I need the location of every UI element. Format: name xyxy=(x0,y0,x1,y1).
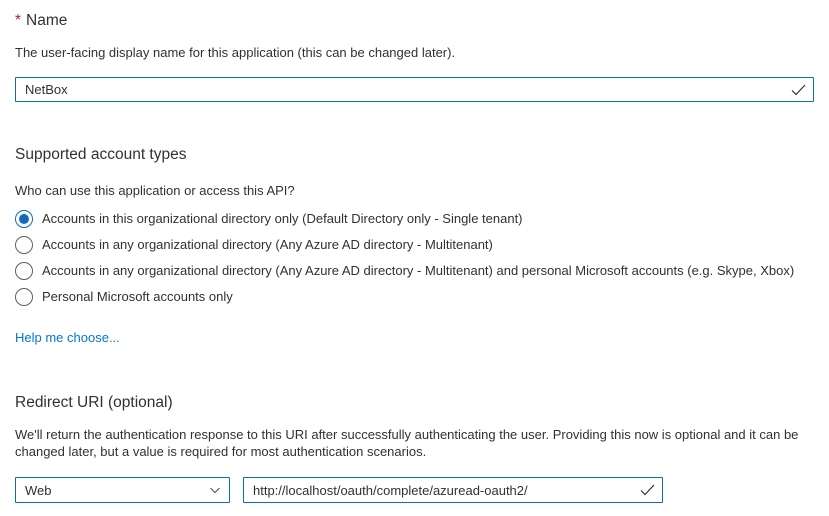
radio-button-icon[interactable] xyxy=(15,210,33,228)
chevron-down-icon xyxy=(209,484,221,496)
redirect-uri-section xyxy=(15,394,814,503)
supported-account-types-title: Supported account types xyxy=(15,146,187,163)
radio-option-label: Accounts in any organizational directory (Any Azure AD directory - Multitenant) xyxy=(42,237,493,252)
name-input-container xyxy=(15,77,814,102)
radio-option-multitenant[interactable] xyxy=(15,236,814,254)
name-label-text: Name xyxy=(26,12,68,29)
redirect-uri-input[interactable] xyxy=(243,477,663,503)
supported-account-types-section xyxy=(15,146,814,347)
name-description: The user-facing display name for this application (this can be changed later). xyxy=(15,45,456,60)
help-me-choose-link[interactable]: Help me choose... xyxy=(15,330,120,345)
redirect-uri-title: Redirect URI (optional) xyxy=(15,394,173,411)
name-input[interactable] xyxy=(15,77,814,102)
redirect-uri-row xyxy=(15,477,814,503)
platform-selected-value: Web xyxy=(25,482,52,498)
name-section xyxy=(15,12,814,102)
required-asterisk: * xyxy=(15,12,22,29)
name-label xyxy=(15,12,814,30)
radio-option-single-tenant[interactable] xyxy=(15,210,814,228)
radio-option-personal-only[interactable] xyxy=(15,288,814,306)
radio-button-icon[interactable] xyxy=(15,236,33,254)
redirect-uri-description: We'll return the authentication response to this URI after successfully authenticating the user. Providing this now is optional and it can be changed later, but a value is required for most authentication scenarios. xyxy=(15,427,799,459)
radio-option-label: Accounts in this organizational directory only (Default Directory only - Single tenant) xyxy=(42,211,523,226)
platform-select-dropdown[interactable] xyxy=(15,477,230,503)
account-types-radio-group xyxy=(15,210,814,306)
account-types-question: Who can use this application or access this API? xyxy=(15,183,295,198)
redirect-uri-input-container xyxy=(243,477,663,503)
radio-option-label: Accounts in any organizational directory (Any Azure AD directory - Multitenant) and personal Microsoft accounts (e.g. Skype, Xbox) xyxy=(42,263,795,278)
radio-button-icon[interactable] xyxy=(15,262,33,280)
radio-option-multitenant-personal[interactable] xyxy=(15,262,814,280)
radio-option-label: Personal Microsoft accounts only xyxy=(42,289,233,304)
radio-button-icon[interactable] xyxy=(15,288,33,306)
